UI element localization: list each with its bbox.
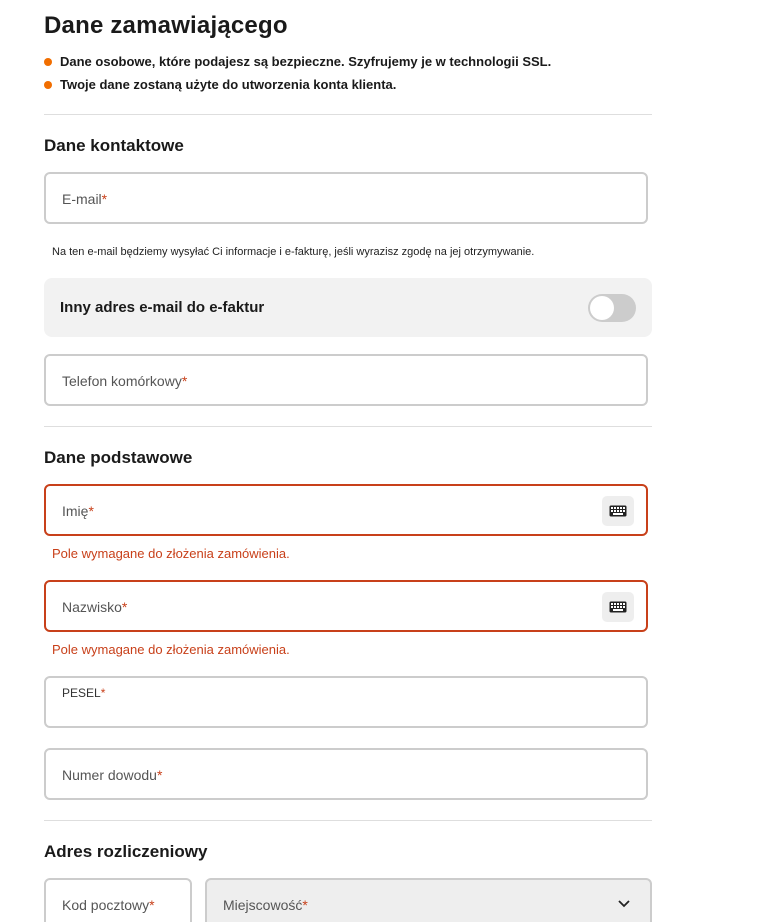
id-number-label: Numer dowodu* [62, 767, 163, 783]
phone-label: Telefon komórkowy* [62, 373, 188, 389]
required-marker: * [121, 599, 128, 615]
invoice-email-toggle-label: Inny adres e-mail do e-faktur [60, 299, 265, 316]
section-divider [44, 820, 652, 821]
required-marker: * [88, 503, 94, 519]
email-hint: Na ten e-mail będziemy wysyłać Ci informacje i e-fakturę, jeśli wyrazisz zgodę na jej otrzymywanie. [52, 246, 535, 258]
section-divider [44, 114, 652, 115]
first-name-error: Pole wymagane do złożenia zamówienia. [52, 546, 290, 561]
required-marker: * [101, 191, 108, 207]
postal-code-field[interactable] [44, 878, 192, 922]
info-bullets [44, 54, 664, 100]
invoice-email-toggle[interactable] [588, 294, 636, 322]
keyboard-button[interactable] [602, 592, 634, 622]
bullet-text: Dane osobowe, które podajesz są bezpieczne. Szyfrujemy je w technologii SSL. [60, 54, 552, 69]
section-heading-basic: Dane podstawowe [44, 448, 193, 467]
keyboard-icon [609, 601, 627, 613]
pesel-label: PESEL* [62, 686, 106, 700]
keyboard-icon [609, 505, 627, 517]
section-divider [44, 426, 652, 427]
city-select[interactable] [205, 878, 652, 922]
section-heading-billing: Adres rozliczeniowy [44, 842, 208, 861]
page-title: Dane zamawiającego [44, 12, 288, 39]
chevron-down-icon [618, 900, 630, 908]
phone-field[interactable] [44, 354, 648, 406]
first-name-field[interactable] [44, 484, 648, 536]
bullet-dot-icon [44, 58, 52, 66]
bullet-item [44, 54, 664, 77]
last-name-field[interactable] [44, 580, 648, 632]
bullet-text: Twoje dane zostaną użyte do utworzenia konta klienta. [60, 77, 397, 92]
section-heading-contact: Dane kontaktowe [44, 136, 184, 155]
required-marker: * [181, 373, 188, 389]
required-marker: * [100, 686, 106, 700]
id-number-field[interactable] [44, 748, 648, 800]
bullet-dot-icon [44, 81, 52, 89]
last-name-error: Pole wymagane do złożenia zamówienia. [52, 642, 290, 657]
last-name-label: Nazwisko* [62, 599, 128, 615]
required-marker: * [302, 897, 308, 913]
required-marker: * [156, 767, 163, 783]
bullet-item [44, 77, 664, 100]
required-marker: * [149, 897, 155, 913]
postal-code-label: Kod pocztowy* [62, 897, 155, 913]
email-label: E-mail* [62, 191, 108, 207]
first-name-label: Imię* [62, 503, 94, 519]
email-field[interactable] [44, 172, 648, 224]
keyboard-button[interactable] [602, 496, 634, 526]
pesel-field[interactable] [44, 676, 648, 728]
city-label: Miejscowość* [223, 897, 308, 913]
invoice-email-toggle-row [44, 278, 652, 337]
toggle-knob [590, 296, 614, 320]
